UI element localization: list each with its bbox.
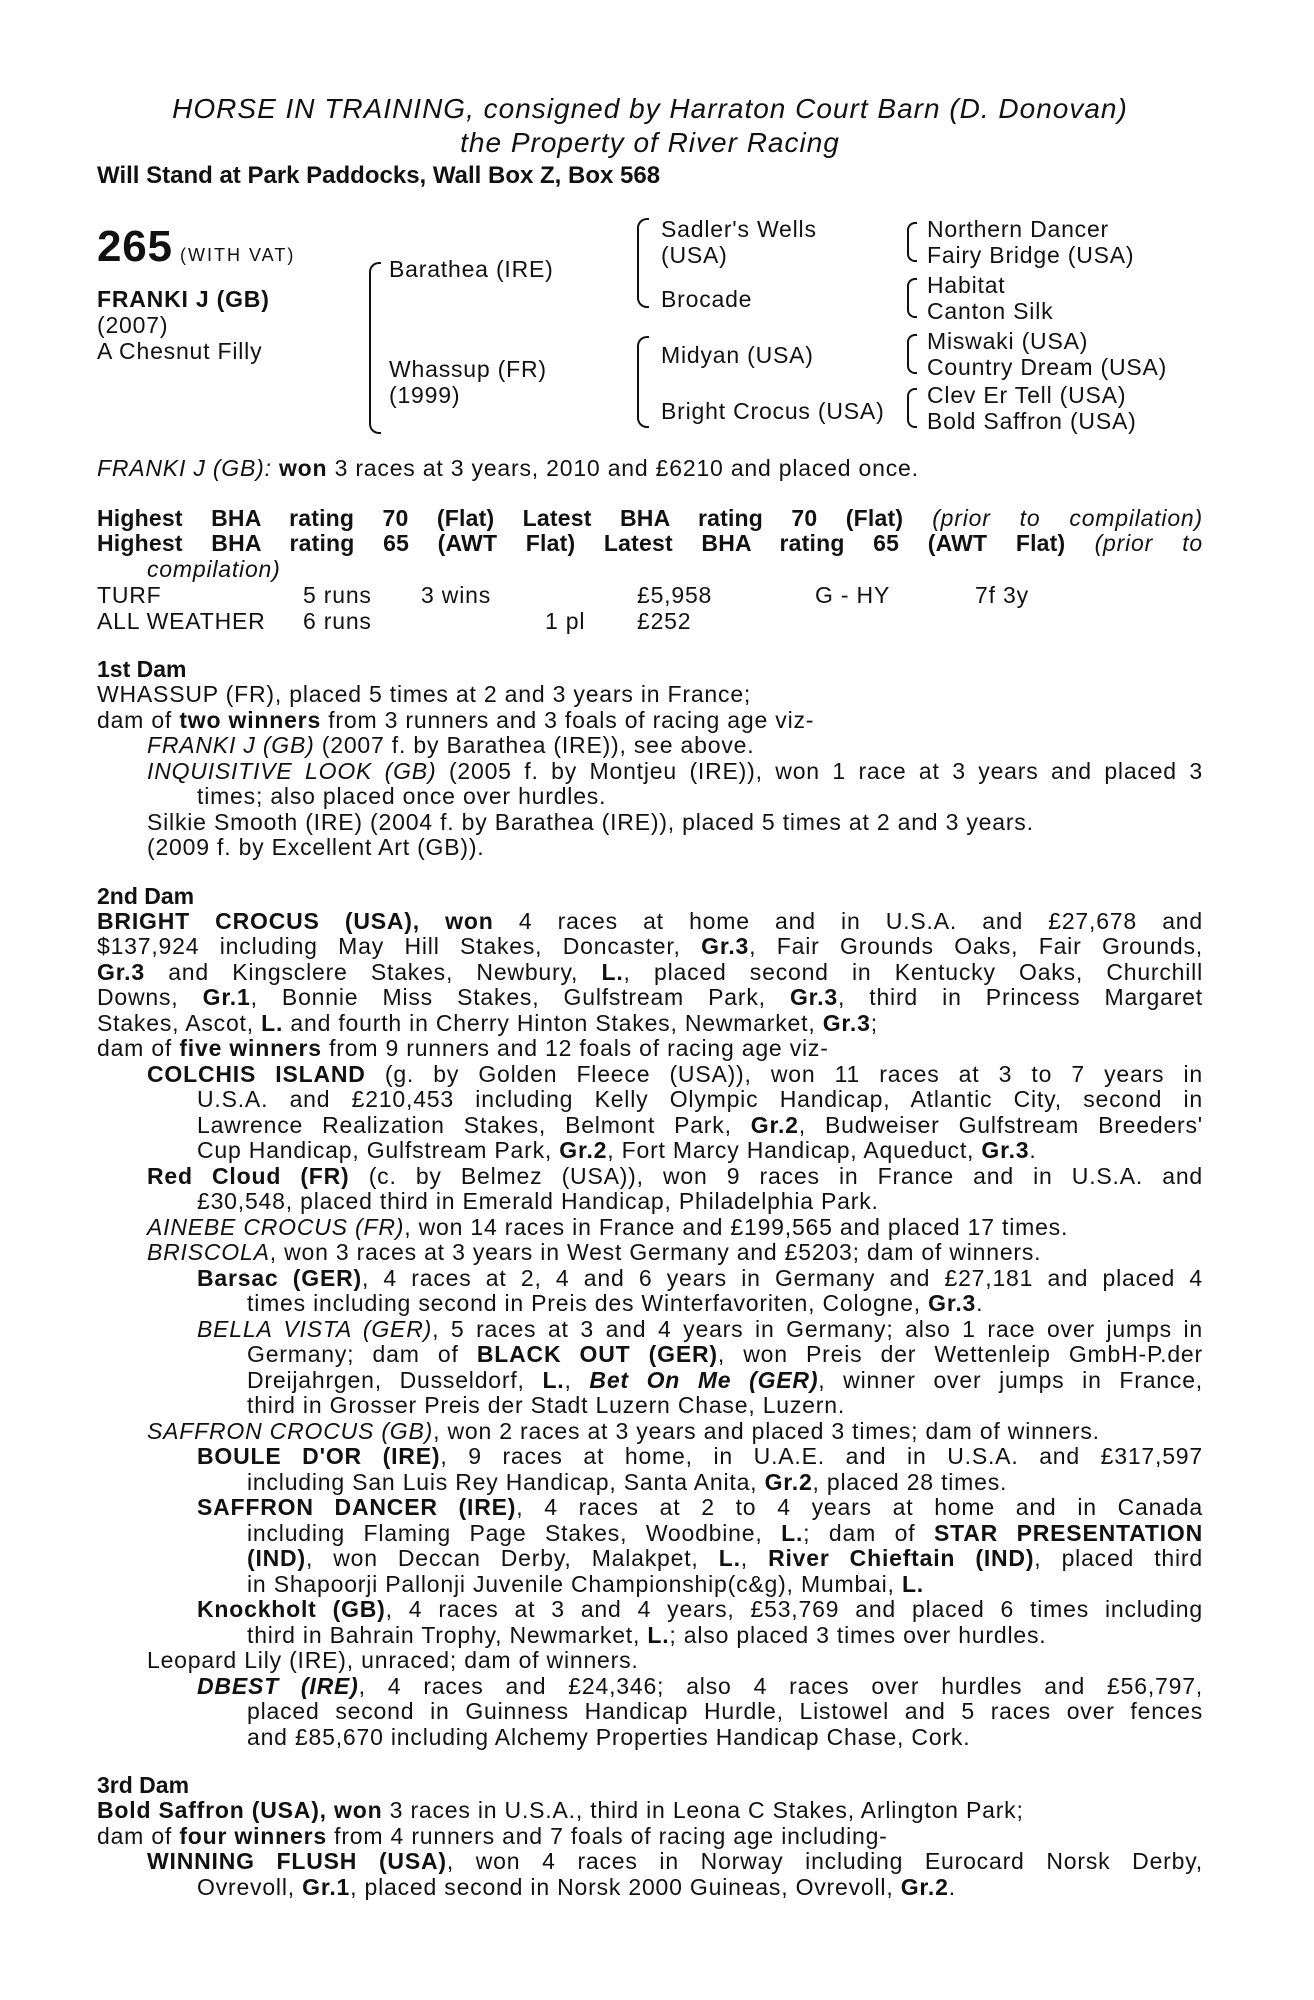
pedigree-bracket-main: [369, 262, 381, 434]
pedigree-bracket-g3-1: [907, 222, 917, 262]
bella-vista-line-2: Germany; dam of BLACK OUT (GER), won Preis der Wettenleip GmbH-P.der: [247, 1341, 1203, 1367]
dam-dam-sire: Clev Er Tell (USA): [927, 382, 1127, 408]
sire-dam: Brocade: [661, 286, 753, 312]
dam-dam: Bright Crocus (USA): [661, 398, 885, 424]
turf-going: G - HY: [815, 582, 891, 608]
barsac-line-1: Barsac (GER), 4 races at 2, 4 and 6 years in Germany and £27,181 and placed 4: [197, 1264, 1203, 1291]
turf-runs: 5 runs: [303, 582, 372, 608]
turf-label: TURF: [97, 582, 162, 608]
winning-flush-line-2: Ovrevoll, Gr.1, placed second in Norsk 2000 Guineas, Ovrevoll, Gr.2.: [197, 1873, 956, 1900]
saffron-dancer-line-1: SAFFRON DANCER (IRE), 4 races at 2 to 4 years at home and in Canada: [197, 1494, 1203, 1520]
second-dam-line-2: $137,924 including May Hill Stakes, Doncaster, Gr.3, Fair Grounds Oaks, Fair Grounds,: [97, 933, 1203, 959]
property-line: the Property of River Racing: [460, 127, 840, 158]
saffron-dancer-line-2: including Flaming Page Stakes, Woodbine, L.; dam of STAR PRESENTATION: [247, 1519, 1203, 1546]
stand-location: Will Stand at Park Paddocks, Wall Box Z, Box 568: [97, 162, 661, 189]
aw-runs: 6 runs: [303, 608, 372, 634]
dam-sire-dam: Country Dream (USA): [927, 354, 1168, 380]
aw-placed: 1 pl: [545, 608, 586, 634]
race-record: [97, 582, 1203, 634]
dbest-line-1: DBEST (IRE), 4 races and £24,346; also 4 races over hurdles and £56,797,: [197, 1672, 1203, 1699]
bella-vista-line-4: third in Grosser Preis der Stadt Luzern Chase, Luzern.: [247, 1392, 846, 1418]
bella-vista-line-1: BELLA VISTA (GER), 5 races at 3 and 4 years in Germany; also 1 race over jumps in: [197, 1315, 1203, 1342]
third-dam-line-1: Bold Saffron (USA), won 3 races in U.S.A., third in Leona C Stakes, Arlington Park;: [97, 1797, 1024, 1823]
saffron-crocus-line: SAFFRON CROCUS (GB), won 2 races at 3 years and placed 3 times; dam of winners.: [147, 1417, 1100, 1444]
first-dam-produce-4: (2009 f. by Excellent Art (GB)).: [147, 834, 485, 860]
vat-note: (WITH VAT): [180, 245, 296, 265]
pedigree-bracket-dam: [637, 336, 649, 428]
first-dam-produce-2-cont: times; also placed once over hurdles.: [197, 783, 607, 809]
first-dam-produce-3: Silkie Smooth (IRE) (2004 f. by Barathea (IRE)), placed 5 times at 2 and 3 years.: [147, 808, 1034, 835]
colchis-island-line-3: Lawrence Realization Stakes, Belmont Park, Gr.2, Budweiser Gulfstream Breeders': [197, 1111, 1203, 1138]
rating-flat: Highest BHA rating 70 (Flat) Latest BHA rating 70 (Flat) (prior to compilation): [97, 504, 1203, 531]
pedigree-bracket-g3-3: [907, 334, 917, 374]
rating-awt-cont: compilation): [147, 555, 281, 582]
bella-vista-line-3: Dreijahrgen, Dusseldorf, L., Bet On Me (GER), winner over jumps in France,: [247, 1366, 1203, 1393]
colchis-island-line-2: U.S.A. and £210,453 including Kelly Olympic Handicap, Atlantic City, second in: [197, 1086, 1203, 1112]
pedigree-bracket-sire: [637, 218, 649, 308]
briscola-line: BRISCOLA, won 3 races at 3 years in West Germany and £5203; dam of winners.: [147, 1239, 1042, 1265]
dbest-line-3: and £85,670 including Alchemy Properties Handicap Chase, Cork.: [247, 1723, 971, 1750]
second-dam-line-1: BRIGHT CROCUS (USA), won 4 races at home and in U.S.A. and £27,678 and: [97, 907, 1203, 934]
sire-sire: Sadler's Wells: [661, 216, 817, 242]
turf-distance: 7f 3y: [975, 582, 1029, 608]
aw-label: ALL WEATHER: [97, 608, 266, 634]
turf-wins: 3 wins: [421, 582, 491, 608]
turf-prize: £5,958: [637, 582, 713, 608]
first-dam-produce-2: INQUISITIVE LOOK (GB) (2005 f. by Montjeu (IRE)), won 1 race at 3 years and placed 3: [147, 757, 1203, 784]
red-cloud-line-1: Red Cloud (FR) (c. by Belmez (USA)), won 9 races in France and in U.S.A. and: [147, 1162, 1204, 1189]
red-cloud-line-2: £30,548, placed third in Emerald Handicap, Philadelphia Park.: [197, 1188, 879, 1214]
dam-dam-dam: Bold Saffron (USA): [927, 408, 1137, 434]
second-dam-line-4: Downs, Gr.1, Bonnie Miss Stakes, Gulfstream Park, Gr.3, third in Princess Margaret: [97, 984, 1203, 1010]
horse-name: FRANKI J (GB): [97, 286, 270, 312]
knockholt-line-2: third in Bahrain Trophy, Newmarket, L.; also placed 3 times over hurdles.: [247, 1621, 1047, 1648]
rating-awt: Highest BHA rating 65 (AWT Flat) Latest BHA rating 65 (AWT Flat) (prior to: [97, 530, 1203, 556]
horse-description: A Chesnut Filly: [97, 338, 263, 364]
winning-flush-line-1: WINNING FLUSH (USA), won 4 races in Norway including Eurocard Norsk Derby,: [147, 1848, 1204, 1874]
dam-sire: Midyan (USA): [661, 342, 814, 368]
dam: Whassup (FR): [389, 356, 547, 382]
sire: Barathea (IRE): [389, 256, 554, 282]
boule-dor-line-2: including San Luis Rey Handicap, Santa Anita, Gr.2, placed 28 times.: [247, 1468, 1008, 1495]
third-dam-produce-intro: dam of four winners from 4 runners and 7 foals of racing age including-: [97, 1822, 888, 1849]
barsac-line-2: times including second in Preis des Winterfavoriten, Cologne, Gr.3.: [247, 1290, 984, 1316]
second-dam-line-3: Gr.3 and Kingsclere Stakes, Newbury, L., placed second in Kentucky Oaks, Churchill: [97, 958, 1203, 985]
first-dam-produce-1: FRANKI J (GB) (2007 f. by Barathea (IRE)), see above.: [147, 732, 755, 758]
race-summary: FRANKI J (GB): won 3 races at 3 years, 2010 and £6210 and placed once.: [97, 455, 919, 481]
dam-sire-sire: Miswaki (USA): [927, 328, 1089, 354]
sire-dam-dam: Canton Silk: [927, 298, 1054, 324]
pedigree-bracket-g3-2: [907, 278, 917, 318]
leopard-lily-line: Leopard Lily (IRE), unraced; dam of winners.: [147, 1647, 639, 1673]
first-dam-line: WHASSUP (FR), placed 5 times at 2 and 3 years in France;: [97, 681, 752, 707]
saffron-dancer-line-3: (IND), won Deccan Derby, Malakpet, L., River Chieftain (IND), placed third: [247, 1545, 1203, 1571]
pedigree-bracket-g3-4: [907, 388, 917, 428]
lot-number: 265: [97, 222, 173, 271]
foaling-year: (2007): [97, 312, 169, 338]
ainebe-crocus-line: AINEBE CROCUS (FR), won 14 races in France and £199,565 and placed 17 times.: [147, 1213, 1069, 1240]
sire-sire-sire: Northern Dancer: [927, 216, 1110, 242]
third-dam-title: 3rd Dam: [97, 1772, 190, 1798]
dam-year: (1999): [389, 382, 461, 408]
first-dam-title: 1st Dam: [97, 656, 187, 682]
sire-sire-country: (USA): [661, 242, 728, 268]
second-dam-line-5: Stakes, Ascot, L. and fourth in Cherry Hinton Stakes, Newmarket, Gr.3;: [97, 1009, 878, 1036]
consignor-line: HORSE IN TRAINING, consigned by Harraton Court Barn (D. Donovan): [172, 93, 1128, 124]
colchis-island-line-4: Cup Handicap, Gulfstream Park, Gr.2, Fort Marcy Handicap, Aqueduct, Gr.3.: [197, 1137, 1037, 1163]
dbest-line-2: placed second in Guinness Handicap Hurdle, Listowel and 5 races over fences: [247, 1698, 1203, 1724]
second-dam-produce-intro: dam of five winners from 9 runners and 12 foals of racing age viz-: [97, 1035, 829, 1061]
catalogue-page: [97, 92, 1203, 1900]
knockholt-line-1: Knockholt (GB), 4 races at 3 and 4 years, £53,769 and placed 6 times including: [197, 1596, 1203, 1622]
first-dam-produce-intro: dam of two winners from 3 runners and 3 foals of racing age viz-: [97, 706, 815, 733]
boule-dor-line-1: BOULE D'OR (IRE), 9 races at home, in U.A.E. and in U.S.A. and £317,597: [197, 1443, 1203, 1469]
pedigree-table: [97, 216, 1203, 446]
second-dam-title: 2nd Dam: [97, 882, 195, 909]
sire-dam-sire: Habitat: [927, 272, 1006, 298]
colchis-island-line-1: COLCHIS ISLAND (g. by Golden Fleece (USA)), won 11 races at 3 to 7 years in: [147, 1060, 1203, 1087]
sire-sire-dam: Fairy Bridge (USA): [927, 242, 1135, 268]
aw-prize: £252: [637, 608, 692, 634]
saffron-dancer-line-4: in Shapoorji Pallonji Juvenile Championship(c&g), Mumbai, L.: [247, 1570, 924, 1597]
